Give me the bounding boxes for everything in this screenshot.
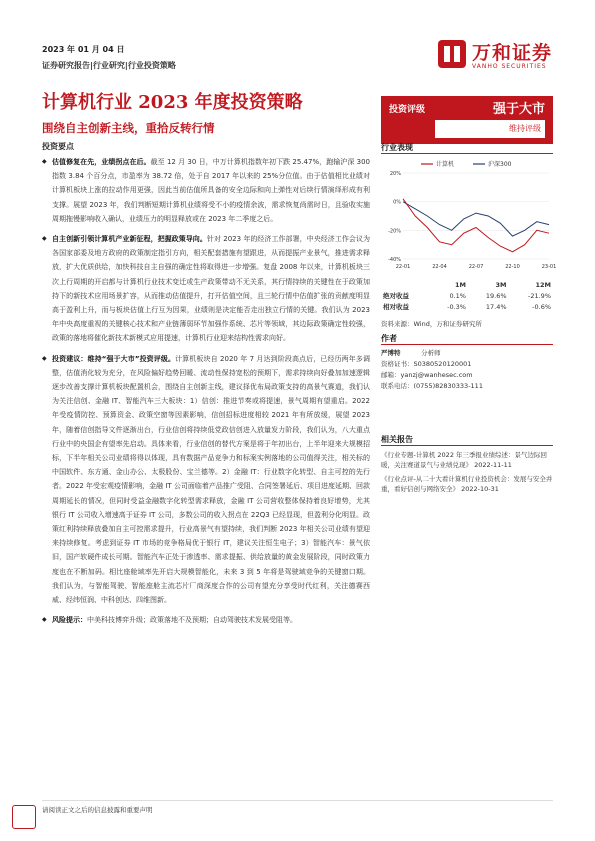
legend-label: 计算机 (436, 161, 455, 168)
related-reports (381, 450, 553, 498)
analyst-name-row (381, 348, 553, 359)
table-cell: 19.6% (485, 291, 507, 300)
report-categories: 证券研究报告|行业研究|行业投资策略 (42, 61, 176, 70)
paragraph-text: 计算机板块自 2020 年 7 月达到阶段高点后，已经历两年多调整，估值消化较为充分，在风险偏好趋势回暖、流动性保持宽松的预期下，需求持续向好叠加加速逻辑逐步改善支撑计算机板块配置机会，围绕自主创新主线，建议择优布局政策支持的高景气赛道，我们认为关注信创、金融 IT、智能汽车三大板块：1）信创：推进节奏或将提速，景气周期有望重启。2022 年受疫情防控、预算资金、政策空窗等因素影响，信创招标进度相较 2021 年有所放缓，展望 2023 年，随着信创指导文件逐渐出台，行业信创将持续低党政信创进入放量发力阶段，我们认为，八大重点行业中的央国企有望率先启动。具体来看，行业信创的替代方案是将于年初出台，上半年迎来大规模招标，下半年相关公司业绩将得以体现，具有数据产品竞争力和标案实例落地的公司值得关注，相关标的中国软件、东方通、金山办公、太极股份、宝兰德等。2）金融 IT：行业数字化转型、自主可控的先行者。2022 年受宏观疫情影响，金融 IT 公司面临着产品推广受阻、合同签署延后、项目进度延期、回款周期延长的情况，但同时受益金融数字化转型需求释放，金融 IT 公司营收整体保持着良好增势，尤其银行 IT 公司收入增速高于证券 IT 公司，多数公司的收入拐点在 22Q3 已经显现，但盈利分化明显。政策红利持续释放叠加自主可控需求提升，行业高景气有望持续，我们判断 2023 年相关公司业绩有望迎来持续修复。考虑到证券 IT 市场的竞争格局优于银行 IT，建议关注恒生电子；3）智能汽车：景气依旧，国产软硬件成长可期。智能汽车正处于渗透率、需求提振、供给放量的黄金发展阶段，同时政策力度也在不断加码。相比座舱域率先开启大规模智能化，未来 3 到 5 年将是驾驶域竞争的关键窗口期。我们认为，与智能驾驶、智能座舱主流芯片厂商深度合作的公司有望充分享受时代红利，关注德赛西威、经纬恒润、中科创达、四维图新。 (52, 354, 370, 605)
table-cell: -0.6% (532, 302, 551, 311)
series-line (403, 202, 549, 236)
paragraph-lead: 估值修复在先，业绩拐点在后。 (52, 158, 151, 166)
rating-sub: 维持评级 (435, 120, 545, 138)
table-header: 12M (535, 281, 551, 289)
y-tick-label: 0% (393, 199, 401, 206)
logo-mark-icon (438, 40, 466, 68)
logo-text-en: VANHO SECURITIES (472, 63, 547, 70)
paragraph-text: 截至 12 月 30 日，中万计算机指数年初下跌 25.47%，跑输沪深 300 指数 3.84 个百分点，市盈率为 38.72 倍，处于自 2017 年以来的 25%分位值。由于估值相比业绩对计算机板块上涨的拉动作用更强，因此当前估值所具备的安全边际和向上弹性对后续行情演绎形成有利支撑。展望 2023 年，我们判断短期计算机业绩将受不小的疫情余波，需求恢复尚需时日，且验收实施周期拖慢影响收入确认，业绩压力的明显释放或在 2023 年二季度之后。 (52, 158, 370, 223)
table-cell: 17.4% (485, 302, 507, 311)
x-tick-label: 22-10 (505, 264, 520, 270)
y-tick-label: -20% (388, 228, 401, 235)
analyst-phone: 联系电话：(0755)82830333-111 (381, 382, 483, 390)
legend-label: 沪深300 (488, 161, 512, 168)
y-tick-label: 20% (389, 171, 401, 177)
footer-disclaimer: 请阅读正文之后的信息披露和重要声明 (42, 806, 153, 814)
table-cell: -0.3% (447, 302, 466, 311)
paragraph-valuation (42, 155, 370, 226)
performance-chart (381, 155, 557, 273)
report-subtitle: 围绕自主创新主线，重拾反转行情 (42, 121, 215, 135)
investment-points-heading: 投资要点 (42, 142, 74, 151)
table-cell: -21.9% (528, 291, 551, 300)
table-header-row (381, 280, 553, 290)
rating-box (381, 96, 553, 144)
rating-value: 强于大市 (492, 102, 545, 117)
analyst-info (381, 348, 553, 392)
related-title: 相关报告 (381, 435, 413, 444)
seal-icon (12, 805, 36, 829)
paragraph-policy (42, 232, 370, 346)
paragraph-lead: 风险提示： (52, 616, 87, 625)
divider (381, 445, 553, 446)
paragraph-investment (42, 352, 370, 608)
x-tick-label: 22-07 (468, 264, 484, 270)
divider (381, 344, 553, 345)
footer-divider (42, 800, 553, 801)
divider (381, 153, 553, 154)
related-report-link[interactable]: 《行业专题-计算机 2022 年三季报业绩综述：景气边际回暖，关注赛道景气与业绩兑现》 2022-11-11 (381, 451, 548, 469)
table-header (381, 280, 430, 290)
related-report-link[interactable]: 《行业点评-从二十大看计算机行业投资机会：发展与安全并重，看好信创与网络安全》 2022-10-31 (381, 475, 553, 493)
table-row (381, 301, 553, 312)
paragraph-text: 针对 2023 年的经济工作部署，中央经济工作会议为各国家部委及地方政府的政策制定指引方向，相关配套措施有望跟进，从而提振产业景气，推进需求释放，扩大优质供给，加快科技自主自强的确定性将取得进一步增强。复盘 2008 年以来，计算机板块三次上行周期的开启都与计算机行业技术变迁或生产政策带动不无关系，其行情持续的关键性在于政策加持下的新技术应用场景扩容，从而推动估值提升，打开估值空间，且三轮行情中估值扩张的贡献度明显高于盈利上升，而与板块估值上行互为因果，业绩则是决定能否走出独立行情的关键。我们认为 2023 年中央高度重视的关键核心技术和产业链薄弱环节加强作系统、芯片等领域，其边际政策确定性较强，政策的落地将催化新技术新模式应用提速，计算机行业迎来结构性需求向好。 (52, 235, 371, 343)
table-header: 3M (495, 281, 507, 289)
performance-table (381, 280, 553, 312)
analyst-email[interactable]: 邮箱：yanzj@wanhesec.com (381, 371, 473, 379)
paragraph-lead: 投资建议：维持“强于大市”投资评级。 (52, 354, 176, 363)
chart-lines (403, 199, 549, 252)
logo-text-cn: 万和证券 (472, 42, 553, 64)
chart-grid (388, 171, 556, 270)
analyst-role: 分析师 (421, 349, 441, 357)
analyst-cert: 资格证书：S0380520120001 (381, 360, 472, 368)
company-logo (438, 38, 558, 74)
x-tick-label: 22-04 (432, 264, 447, 270)
table-row (381, 290, 553, 301)
performance-title: 行业表现 (381, 143, 413, 152)
analyst-name: 严博特 (381, 349, 401, 357)
table-header: 1M (454, 281, 466, 289)
x-tick-label: 22-01 (395, 264, 411, 270)
paragraph-risk (42, 613, 370, 627)
report-title: 计算机行业 2023 年度投资策略 (42, 92, 303, 113)
paragraph-text: 中美科技博弈升级；政策落地不及预期；自动驾驶技术发展受阻等。 (87, 616, 297, 625)
table-cell: 相对收益 (383, 303, 409, 311)
x-tick-label: 23-01 (541, 264, 557, 270)
performance-source: 资料来源：Wind，万和证券研究所 (381, 320, 482, 328)
rating-label: 投资评级 (389, 105, 426, 115)
y-tick-label: -40% (388, 257, 401, 263)
series-line (403, 199, 549, 252)
analyst-title: 作者 (381, 334, 397, 343)
main-text (42, 155, 370, 634)
report-date: 2023 年 01 月 04 日 (42, 45, 125, 54)
table-cell: 0.1% (449, 291, 466, 300)
table-cell: 绝对收益 (383, 292, 409, 300)
paragraph-lead: 自主创新引领计算机产业新征程，把握政策导向。 (52, 235, 207, 244)
